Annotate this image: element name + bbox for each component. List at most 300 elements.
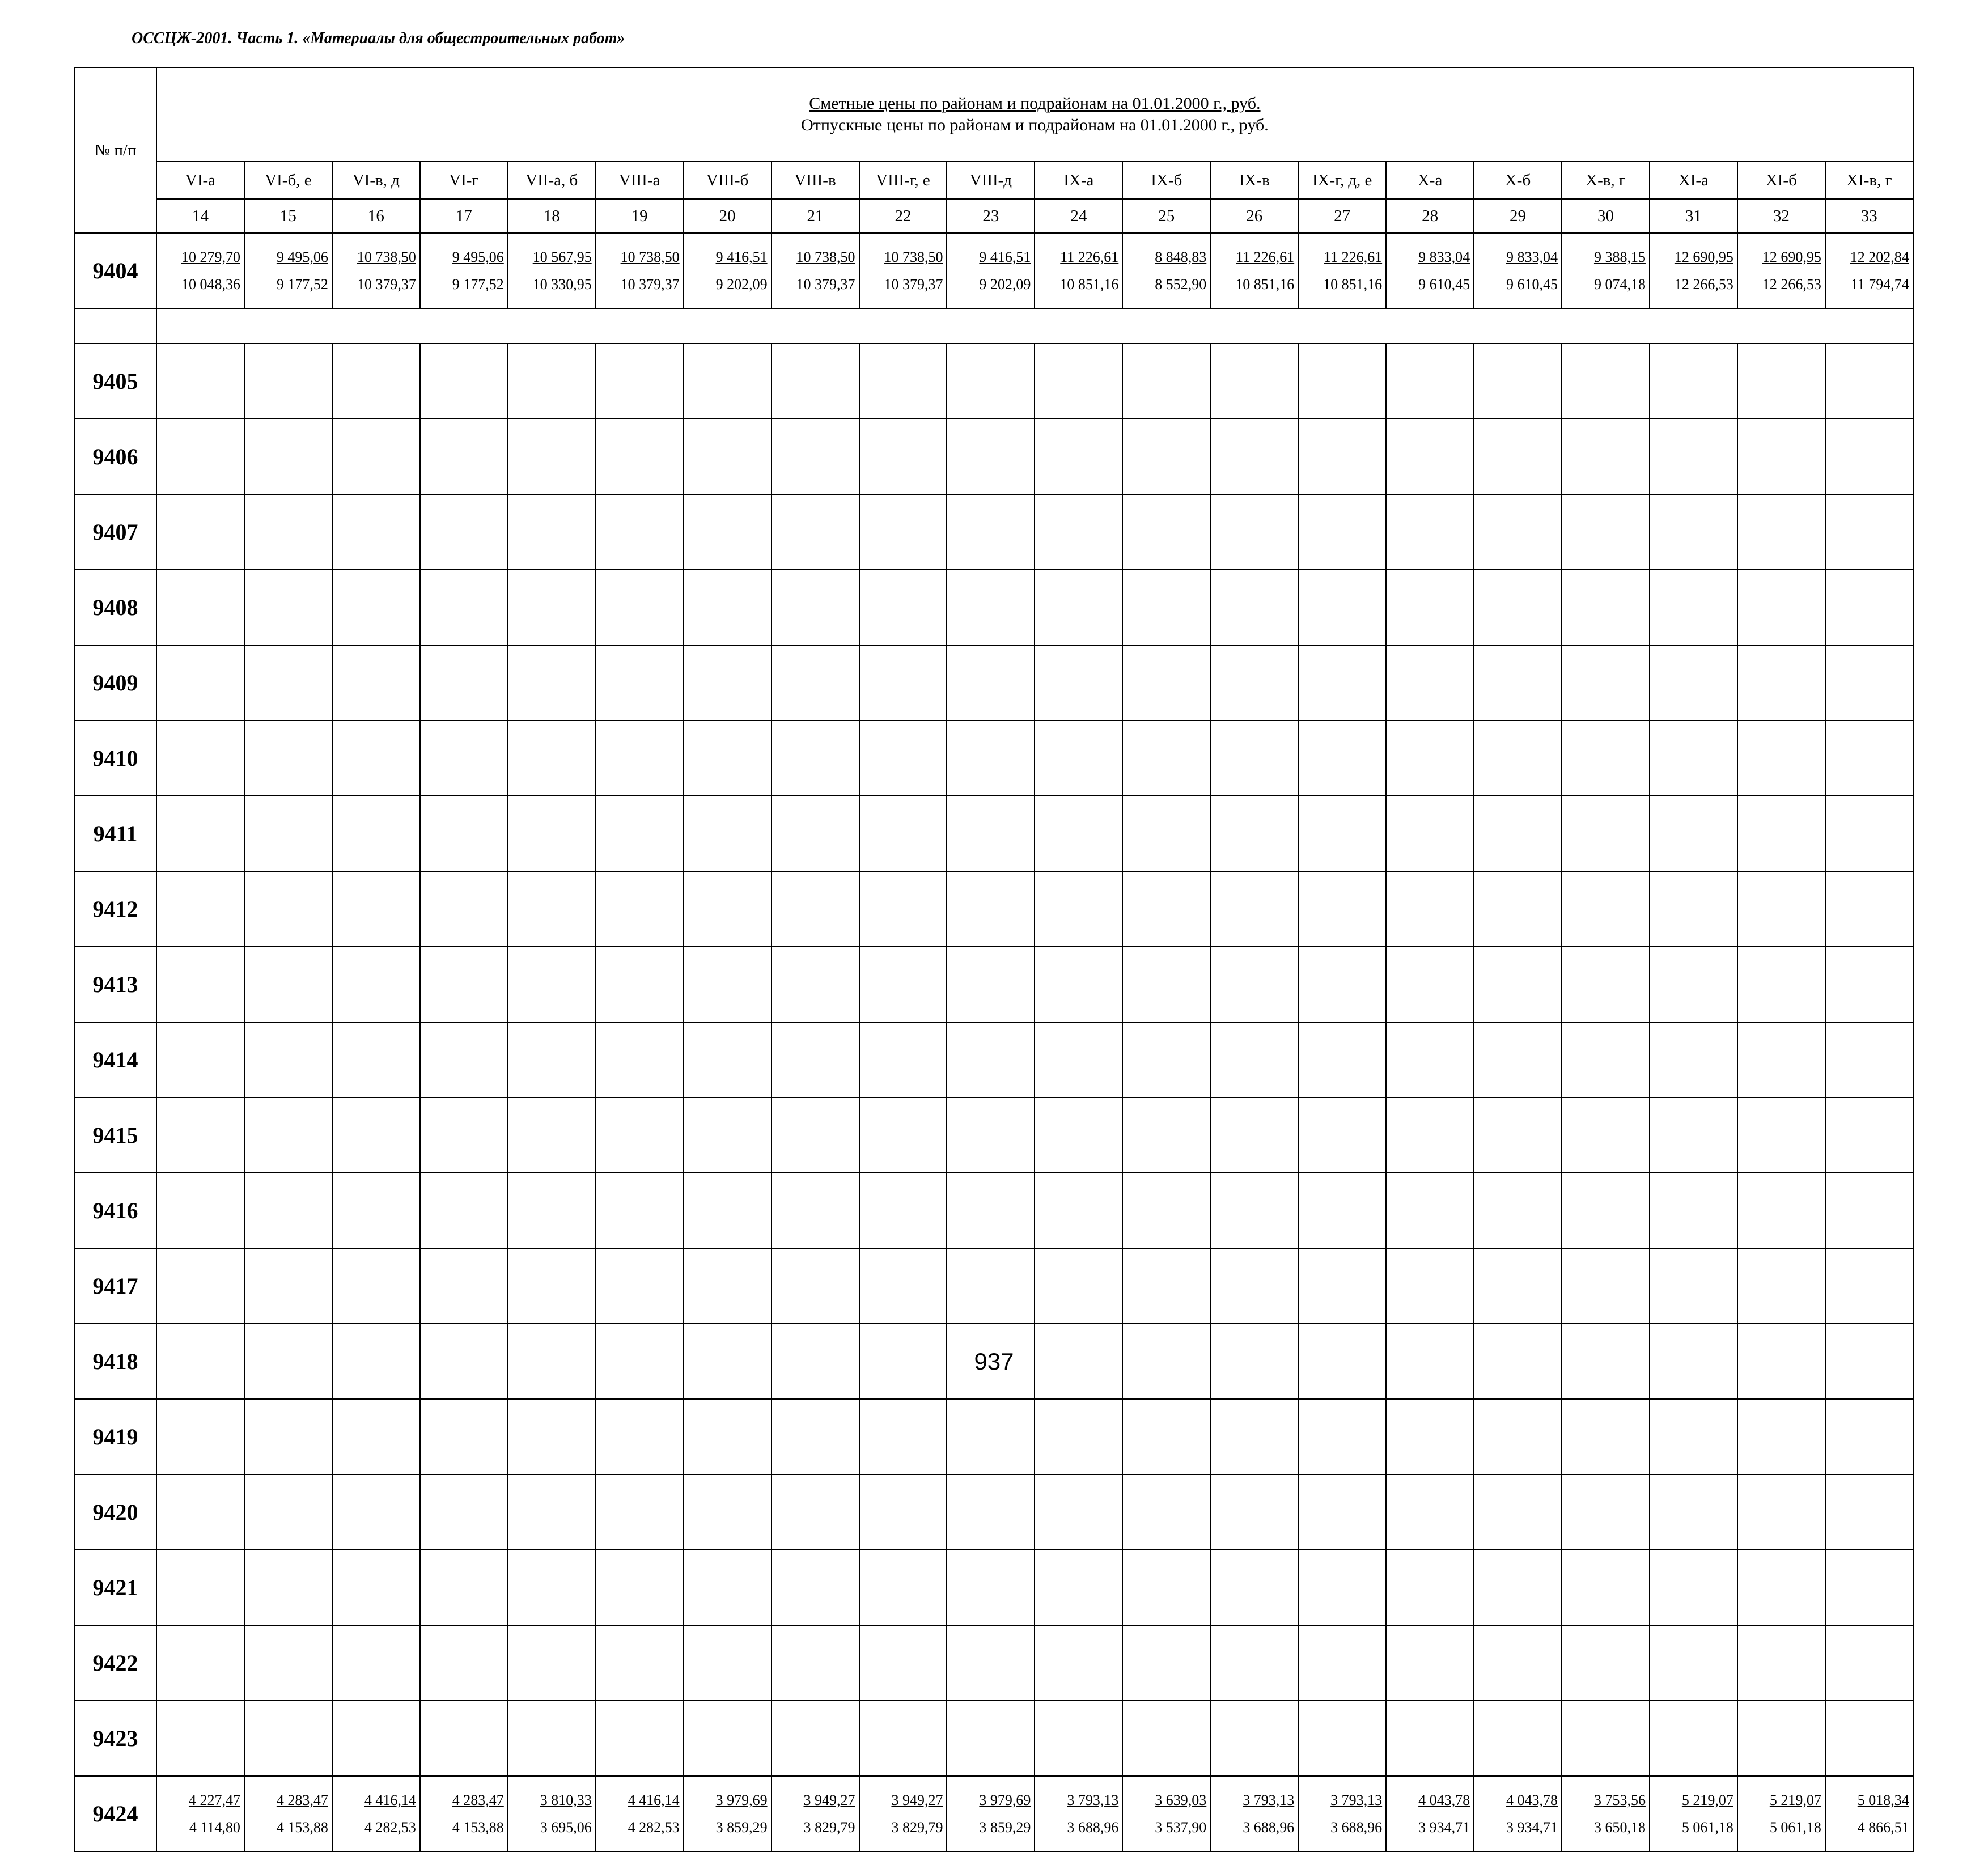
price-cell: [156, 233, 244, 308]
price-cell: [156, 344, 244, 419]
estimate-price: 4 416,14: [628, 1791, 680, 1808]
price-cell: [1650, 1173, 1737, 1248]
table-row: [74, 1248, 1913, 1324]
price-cell: [1650, 1097, 1737, 1173]
estimate-price: 3 639,03: [1155, 1791, 1207, 1808]
price-cell: [947, 1625, 1035, 1701]
price-cell: [947, 1097, 1035, 1173]
price-cell: [596, 494, 684, 570]
price-cell: [859, 570, 947, 645]
price-cell: [1298, 796, 1386, 871]
price-cell: [596, 947, 684, 1022]
release-price: 5 061,18: [1681, 1819, 1733, 1836]
price-cell: [156, 1701, 244, 1776]
price-cell: [684, 721, 772, 796]
price-cell: [1386, 1550, 1474, 1625]
price-cell: [772, 1550, 859, 1625]
price-cell: [859, 645, 947, 721]
price-cell: [1825, 1022, 1913, 1097]
price-cell: [772, 1625, 859, 1701]
release-price: 3 650,18: [1593, 1819, 1646, 1836]
price-cell: [508, 1248, 596, 1324]
column-header: IX-в: [1210, 162, 1298, 199]
price-cell: [420, 233, 508, 308]
estimate-price: 9 833,04: [1506, 248, 1558, 265]
price-cell: [596, 419, 684, 494]
price-cell: [1035, 1625, 1122, 1701]
release-price: 10 851,16: [1235, 276, 1295, 293]
price-cell: [508, 233, 596, 308]
price-cell: [596, 645, 684, 721]
price-cell: [859, 1097, 947, 1173]
price-cell: [1035, 570, 1122, 645]
estimate-price: 12 690,95: [1762, 248, 1821, 265]
price-cell: [772, 344, 859, 419]
price-cell: [859, 494, 947, 570]
release-price: 3 829,79: [891, 1819, 943, 1836]
price-cell: [859, 1399, 947, 1474]
price-cell: [332, 796, 420, 871]
price-cell: [1386, 494, 1474, 570]
price-cell: [1298, 419, 1386, 494]
price-cell: [1474, 233, 1562, 308]
price-cell: [420, 419, 508, 494]
price-cell: [1298, 1399, 1386, 1474]
release-price: 4 153,88: [276, 1819, 328, 1836]
price-cell: [1210, 947, 1298, 1022]
release-price: 3 695,06: [540, 1819, 592, 1836]
running-head: ОССЦЖ-2001. Часть 1. «Материалы для общестроительных работ»: [132, 29, 625, 47]
price-cell: [1035, 645, 1122, 721]
price-cell: [332, 1097, 420, 1173]
table-row: [74, 494, 1913, 570]
price-cell: [244, 1022, 332, 1097]
estimate-price: 3 793,13: [1067, 1791, 1119, 1808]
release-price: 8 552,90: [1155, 276, 1207, 293]
price-cell: [508, 1474, 596, 1550]
price-cell: [156, 871, 244, 947]
price-cell: [244, 1776, 332, 1851]
price-cell: [859, 1474, 947, 1550]
table-row: [74, 570, 1913, 645]
price-cell: [684, 344, 772, 419]
price-cell: [1386, 570, 1474, 645]
column-number: 29: [1474, 199, 1562, 233]
price-cell: [1737, 1399, 1825, 1474]
price-cell: [156, 419, 244, 494]
row-number: 9417: [74, 1248, 156, 1324]
price-cell: [1035, 947, 1122, 1022]
price-cell: [156, 1248, 244, 1324]
price-cell: [1386, 1097, 1474, 1173]
price-cell: [859, 344, 947, 419]
release-price: 4 282,53: [364, 1819, 416, 1836]
price-cell: [1474, 1022, 1562, 1097]
price-cell: [596, 1625, 684, 1701]
price-cell: [1035, 419, 1122, 494]
estimate-price: 10 738,50: [357, 248, 416, 265]
price-cell: [947, 344, 1035, 419]
price-cell: [244, 871, 332, 947]
price-cell: [1035, 871, 1122, 947]
price-cell: [772, 645, 859, 721]
price-cell: [684, 1022, 772, 1097]
price-cell: [947, 796, 1035, 871]
estimate-price: 5 219,07: [1769, 1791, 1821, 1808]
price-cell: [684, 233, 772, 308]
column-header: VI-а: [156, 162, 244, 199]
estimate-price: 4 043,78: [1506, 1791, 1558, 1808]
price-cell: [772, 871, 859, 947]
price-cell: [1210, 1022, 1298, 1097]
price-cell: [684, 1701, 772, 1776]
table-row: [74, 871, 1913, 947]
price-cell: [1122, 1399, 1210, 1474]
price-cell: [332, 344, 420, 419]
price-cell: [420, 1625, 508, 1701]
release-price: 12 266,53: [1674, 276, 1733, 293]
price-cell: [772, 494, 859, 570]
price-cell: [1122, 1173, 1210, 1248]
column-header: VI-в, д: [332, 162, 420, 199]
price-cell: [508, 1776, 596, 1851]
column-number: 24: [1035, 199, 1122, 233]
estimate-price: 3 979,69: [715, 1791, 768, 1808]
price-cell: [1825, 570, 1913, 645]
price-cell: [1122, 1776, 1210, 1851]
release-price: 3 859,29: [979, 1819, 1031, 1836]
price-cell: [420, 1701, 508, 1776]
price-cell: [859, 1022, 947, 1097]
price-cell: [772, 1022, 859, 1097]
price-cell: [772, 570, 859, 645]
price-cell: [1210, 1173, 1298, 1248]
release-price: 9 202,09: [715, 276, 768, 293]
estimate-price: 3 793,13: [1330, 1791, 1383, 1808]
price-cell: [1737, 1701, 1825, 1776]
price-cell: [684, 1550, 772, 1625]
price-cell: [508, 1550, 596, 1625]
price-cell: [684, 1776, 772, 1851]
price-cell: [332, 1022, 420, 1097]
price-cell: [1122, 1097, 1210, 1173]
release-price: 9 177,52: [452, 276, 504, 293]
price-cell: [1737, 1550, 1825, 1625]
price-cell: [1210, 645, 1298, 721]
price-cell: [244, 1701, 332, 1776]
row-number: 9406: [74, 419, 156, 494]
price-cell: [1474, 419, 1562, 494]
price-cell: [1386, 1022, 1474, 1097]
price-cell: [1825, 1097, 1913, 1173]
release-price: 4 153,88: [452, 1819, 504, 1836]
column-header: VII-а, б: [508, 162, 596, 199]
price-cell: [1825, 1248, 1913, 1324]
estimate-price: 10 738,50: [620, 248, 680, 265]
price-cell: [1474, 1474, 1562, 1550]
price-cell: [596, 1022, 684, 1097]
price-cell: [1825, 494, 1913, 570]
price-cell: [1737, 1625, 1825, 1701]
price-cell: [1474, 796, 1562, 871]
price-cell: [1386, 1776, 1474, 1851]
price-cell: [420, 721, 508, 796]
column-number: 28: [1386, 199, 1474, 233]
price-cell: [1562, 1173, 1650, 1248]
price-cell: [156, 1173, 244, 1248]
estimate-price: 4 416,14: [364, 1791, 416, 1808]
price-cell: [1825, 1550, 1913, 1625]
table-row: [74, 947, 1913, 1022]
estimate-price: 3 979,69: [979, 1791, 1031, 1808]
estimate-price: 12 202,84: [1850, 248, 1909, 265]
price-cell: [1825, 1173, 1913, 1248]
price-cell: [332, 1474, 420, 1550]
price-cell: [420, 871, 508, 947]
price-cell: [1650, 796, 1737, 871]
price-cell: [1737, 645, 1825, 721]
price-cell: [1562, 494, 1650, 570]
price-cell: [1737, 1248, 1825, 1324]
row-number: 9410: [74, 721, 156, 796]
price-cell: [1474, 1248, 1562, 1324]
price-cell: [947, 1550, 1035, 1625]
price-cell: [1122, 1248, 1210, 1324]
price-cell: [1737, 1022, 1825, 1097]
price-cell: [684, 1097, 772, 1173]
price-cell: [1474, 570, 1562, 645]
release-price: 9 074,18: [1593, 276, 1646, 293]
price-cell: [1210, 570, 1298, 645]
table-row: [74, 1022, 1913, 1097]
price-cell: [772, 419, 859, 494]
price-cell: [1210, 721, 1298, 796]
estimate-price: 10 738,50: [796, 248, 855, 265]
column-header: XI-в, г: [1825, 162, 1913, 199]
column-number: 27: [1298, 199, 1386, 233]
price-cell: [1650, 570, 1737, 645]
release-price: 10 851,16: [1323, 276, 1383, 293]
price-cell: [1650, 419, 1737, 494]
price-cell: [596, 1399, 684, 1474]
price-cell: [1122, 645, 1210, 721]
row-number: 9405: [74, 344, 156, 419]
table-row: [74, 1474, 1913, 1550]
column-number: 15: [244, 199, 332, 233]
price-cell: [1386, 1173, 1474, 1248]
price-cell: [244, 1625, 332, 1701]
price-cell: [1122, 494, 1210, 570]
price-cell: [1474, 1550, 1562, 1625]
price-cell: [1122, 1474, 1210, 1550]
release-price: 9 177,52: [276, 276, 328, 293]
price-cell: [1298, 645, 1386, 721]
price-cell: [1562, 233, 1650, 308]
estimate-price: 11 226,61: [1324, 248, 1383, 265]
row-number: 9413: [74, 947, 156, 1022]
price-cell: [508, 721, 596, 796]
release-price: 9 202,09: [979, 276, 1031, 293]
row-number: 9418: [74, 1324, 156, 1399]
release-price: 10 379,37: [620, 276, 680, 293]
estimate-price: 3 793,13: [1243, 1791, 1295, 1808]
price-cell: [684, 1399, 772, 1474]
price-cell: [1737, 233, 1825, 308]
page-number: 937: [974, 1348, 1014, 1375]
price-cell: [859, 1550, 947, 1625]
row-number: 9424: [74, 1776, 156, 1851]
estimate-price: 10 567,95: [532, 248, 592, 265]
price-cell: [684, 645, 772, 721]
price-cell: [1122, 1625, 1210, 1701]
price-cell: [508, 796, 596, 871]
price-cell: [156, 1625, 244, 1701]
price-cell: [244, 796, 332, 871]
column-number: 25: [1122, 199, 1210, 233]
price-cell: [1298, 947, 1386, 1022]
release-price: 3 688,96: [1067, 1819, 1119, 1836]
row-number: 9419: [74, 1399, 156, 1474]
price-cell: [684, 494, 772, 570]
table-row: [74, 1625, 1913, 1701]
price-cell: [420, 1173, 508, 1248]
column-number: 18: [508, 199, 596, 233]
column-header: X-в, г: [1562, 162, 1650, 199]
price-cell: [1562, 1625, 1650, 1701]
price-cell: [596, 1550, 684, 1625]
price-cell: [244, 1550, 332, 1625]
estimate-price: 5 219,07: [1681, 1791, 1733, 1808]
price-cell: [244, 233, 332, 308]
price-cell: [1035, 344, 1122, 419]
price-cell: [332, 1701, 420, 1776]
price-cell: [1210, 1248, 1298, 1324]
price-cell: [1737, 947, 1825, 1022]
release-price: 3 688,96: [1330, 1819, 1383, 1836]
price-cell: [859, 1701, 947, 1776]
price-cell: [1035, 1248, 1122, 1324]
price-cell: [1650, 1474, 1737, 1550]
price-cell: [596, 1701, 684, 1776]
price-cell: [1562, 721, 1650, 796]
row-number: 9414: [74, 1022, 156, 1097]
price-cell: [859, 947, 947, 1022]
release-price: 10 330,95: [532, 276, 592, 293]
table-row: [74, 796, 1913, 871]
price-table: [74, 67, 1914, 1852]
price-cell: [508, 1701, 596, 1776]
price-cell: [420, 796, 508, 871]
price-cell: [772, 233, 859, 308]
price-cell: [1825, 721, 1913, 796]
column-header: XI-б: [1737, 162, 1825, 199]
price-cell: [1298, 570, 1386, 645]
price-cell: [1474, 1097, 1562, 1173]
table-row: [74, 721, 1913, 796]
price-cell: [596, 233, 684, 308]
price-cell: [508, 947, 596, 1022]
price-cell: [420, 344, 508, 419]
price-cell: [244, 1097, 332, 1173]
row-number: 9423: [74, 1701, 156, 1776]
price-cell: [1737, 1776, 1825, 1851]
price-cell: [508, 344, 596, 419]
price-cell: [1650, 233, 1737, 308]
price-cell: [596, 721, 684, 796]
price-cell: [1210, 344, 1298, 419]
price-cell: [1386, 1399, 1474, 1474]
price-cell: [772, 947, 859, 1022]
price-cell: [1737, 721, 1825, 796]
price-cell: [1122, 344, 1210, 419]
price-cell: [1825, 1625, 1913, 1701]
price-cell: [332, 1173, 420, 1248]
price-cell: [947, 1776, 1035, 1851]
estimate-price: 3 949,27: [803, 1791, 855, 1808]
price-cell: [244, 1474, 332, 1550]
price-cell: [1825, 1701, 1913, 1776]
price-cell: [772, 1701, 859, 1776]
price-cell: [1562, 1097, 1650, 1173]
price-cell: [1122, 570, 1210, 645]
release-price: 10 851,16: [1059, 276, 1119, 293]
price-cell: [420, 645, 508, 721]
price-cell: [684, 1248, 772, 1324]
column-number: 30: [1562, 199, 1650, 233]
table-row: [74, 1776, 1913, 1851]
price-cell: [1122, 796, 1210, 871]
price-cell: [1737, 871, 1825, 947]
price-cell: [947, 570, 1035, 645]
release-price: 9 610,45: [1506, 276, 1558, 293]
price-cell: [1825, 1399, 1913, 1474]
price-cell: [1298, 1097, 1386, 1173]
price-cell: [1210, 1399, 1298, 1474]
row-number-header: № п/п: [74, 67, 156, 233]
estimate-price: 9 495,06: [452, 248, 504, 265]
price-cell: [1650, 871, 1737, 947]
price-cell: [684, 871, 772, 947]
estimate-price: 10 738,50: [884, 248, 943, 265]
estimate-price: 9 495,06: [276, 248, 328, 265]
release-price-title: Отпускные цены по районам и подрайонам на 01.01.2000 г., руб.: [801, 116, 1269, 134]
price-cell: [1650, 1022, 1737, 1097]
price-cell: [1562, 1550, 1650, 1625]
price-cell: [1650, 344, 1737, 419]
price-cell: [1035, 1701, 1122, 1776]
price-cell: [1562, 344, 1650, 419]
price-cell: [244, 947, 332, 1022]
price-cell: [1210, 1474, 1298, 1550]
column-header: VIII-д: [947, 162, 1035, 199]
price-cell: [508, 1097, 596, 1173]
column-header: VI-г: [420, 162, 508, 199]
price-cell: [596, 871, 684, 947]
price-cell: [596, 1248, 684, 1324]
price-cell: [1737, 1173, 1825, 1248]
price-cell: [1210, 233, 1298, 308]
price-cell: [1386, 871, 1474, 947]
price-cell: [156, 796, 244, 871]
column-header: VIII-б: [684, 162, 772, 199]
price-cell: [1035, 494, 1122, 570]
price-cell: [1737, 1474, 1825, 1550]
table-row: [74, 233, 1913, 308]
row-number: 9411: [74, 796, 156, 871]
price-cell: [1562, 1022, 1650, 1097]
table-row: [74, 344, 1913, 419]
price-cell: [684, 1173, 772, 1248]
